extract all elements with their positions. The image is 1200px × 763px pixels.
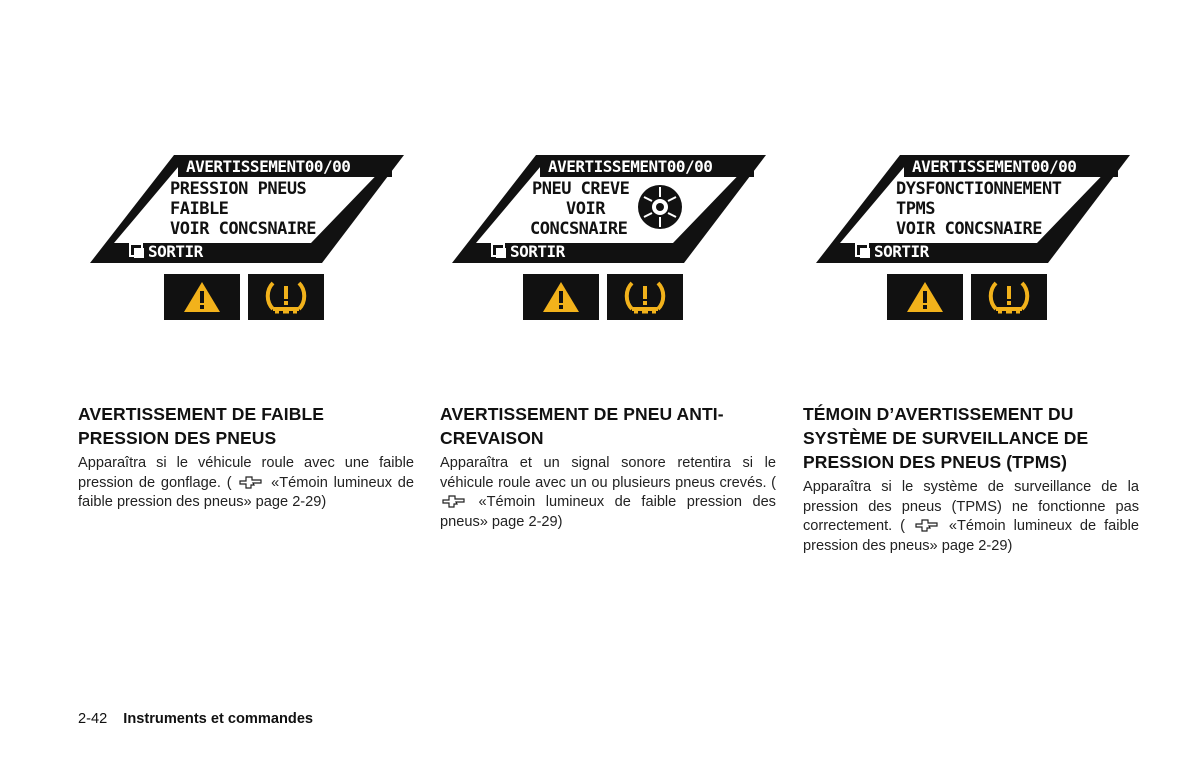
heading-line-2: PRESSION DES PNEUS — [78, 428, 277, 448]
section-body — [78, 454, 414, 513]
warning-triangle-icon — [541, 279, 581, 315]
screen-line-3: VOIR CONCSNAIRE — [170, 219, 317, 239]
page-footer — [78, 711, 313, 727]
section-low-pressure — [78, 402, 414, 513]
screen-line-2: FAIBLE — [170, 199, 229, 219]
display-figure-2 — [448, 152, 778, 327]
heading-line-3: PRESSION DES PNEUS (TPMS) — [803, 452, 1068, 472]
flat-tire-icon — [638, 185, 682, 229]
screen-header: AVERTISSEMENT00/00 — [186, 157, 351, 176]
warning-lamp — [523, 274, 599, 320]
heading-line-1: AVERTISSEMENT DE PNEU ANTI- — [440, 404, 724, 424]
tpms-lamp — [971, 274, 1047, 320]
warning-lamp — [164, 274, 240, 320]
section-heading — [803, 402, 1139, 474]
tire-pressure-icon — [256, 277, 316, 317]
screen-footer: SORTIR — [510, 242, 565, 261]
section-body — [803, 478, 1139, 556]
lcd-screen-1 — [86, 152, 416, 267]
warning-triangle-icon — [182, 279, 222, 315]
lcd-screen-2 — [448, 152, 778, 267]
reference-hand-icon — [915, 517, 939, 533]
tire-pressure-icon — [979, 277, 1039, 317]
section-heading — [440, 402, 776, 450]
body-text: Apparaîtra si le véhicule roule avec une faible pression de gonflage. ( — [78, 455, 414, 491]
warning-triangle-icon — [905, 279, 945, 315]
screen-line-1: PNEU CREVE — [532, 179, 630, 199]
screen-line-1: DYSFONCTIONNEMENT — [896, 179, 1062, 199]
screen-line-3: VOIR CONCSNAIRE — [896, 219, 1043, 239]
tpms-lamp — [607, 274, 683, 320]
screen-footer: SORTIR — [874, 242, 929, 261]
reference-link[interactable]: «Témoin lumineux de faible pression des pneus» page 2-29) — [78, 474, 415, 510]
section-name: Instruments et commandes — [123, 711, 314, 727]
screen-header: AVERTISSEMENT00/00 — [912, 157, 1077, 176]
screen-line-2: TPMS — [896, 199, 935, 219]
heading-line-1: TÉMOIN D’AVERTISSEMENT DU — [803, 404, 1074, 424]
screen-line-2: VOIR — [566, 199, 605, 219]
heading-line-1: AVERTISSEMENT DE FAIBLE — [78, 404, 325, 424]
warning-lamp — [887, 274, 963, 320]
heading-line-2: SYSTÈME DE SURVEILLANCE DE — [803, 428, 1089, 448]
section-heading — [78, 402, 414, 450]
screen-line-1: PRESSION PNEUS — [170, 179, 307, 199]
section-tpms — [803, 402, 1139, 556]
display-figure-1 — [86, 152, 416, 327]
screen-line-3: CONCSNAIRE — [530, 219, 628, 239]
screen-header: AVERTISSEMENT00/00 — [548, 157, 713, 176]
tire-pressure-icon — [615, 277, 675, 317]
body-text: Apparaîtra et un signal sonore retentira si le véhicule roule avec un ou plusieurs pneus crevés. ( — [440, 455, 776, 491]
section-body — [440, 454, 776, 532]
display-figure-3 — [812, 152, 1142, 327]
body-text: Apparaîtra si le système de surveillance de la pression des pneus (TPMS) ne fonctionne pas correctement. ( — [803, 479, 1139, 534]
reference-link[interactable]: «Témoin lumineux de faible pression des pneus» page 2-29) — [440, 494, 776, 530]
reference-link[interactable]: «Témoin lumineux de faible pression des pneus» page 2-29) — [803, 518, 1139, 554]
heading-line-2: CREVAISON — [440, 428, 544, 448]
section-flat-tire — [440, 402, 776, 532]
reference-hand-icon — [239, 474, 263, 490]
screen-footer: SORTIR — [148, 242, 203, 261]
reference-hand-icon — [442, 493, 466, 509]
page-number: 2-42 — [78, 711, 108, 727]
lcd-screen-3 — [812, 152, 1142, 267]
tpms-lamp — [248, 274, 324, 320]
